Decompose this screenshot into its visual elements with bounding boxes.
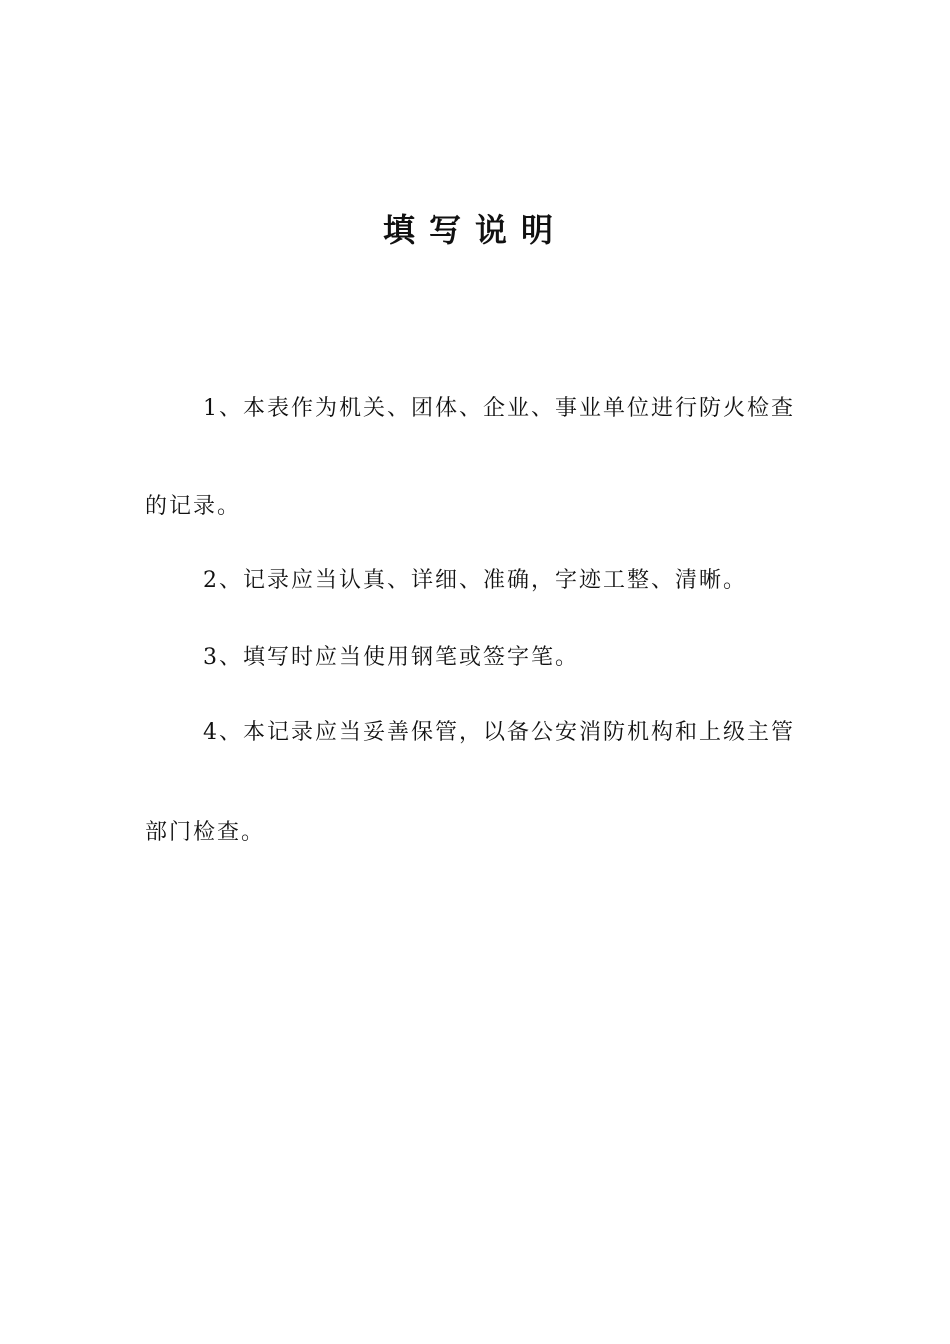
- instruction-3: 3、填写时应当使用钢笔或签字笔。: [203, 645, 579, 670]
- page-title: 填写说明: [382, 211, 567, 249]
- instruction-1-line-1: 1、本表作为机关、团体、企业、事业单位进行防火检查: [203, 396, 795, 421]
- instruction-1-line-2: 的记录。: [145, 494, 242, 519]
- instruction-4-line-1: 4、本记录应当妥善保管，以备公安消防机构和上级主管: [203, 720, 795, 745]
- instruction-4-line-2: 部门检查。: [145, 820, 266, 845]
- instruction-2: 2、记录应当认真、详细、准确，字迹工整、清晰。: [203, 568, 747, 593]
